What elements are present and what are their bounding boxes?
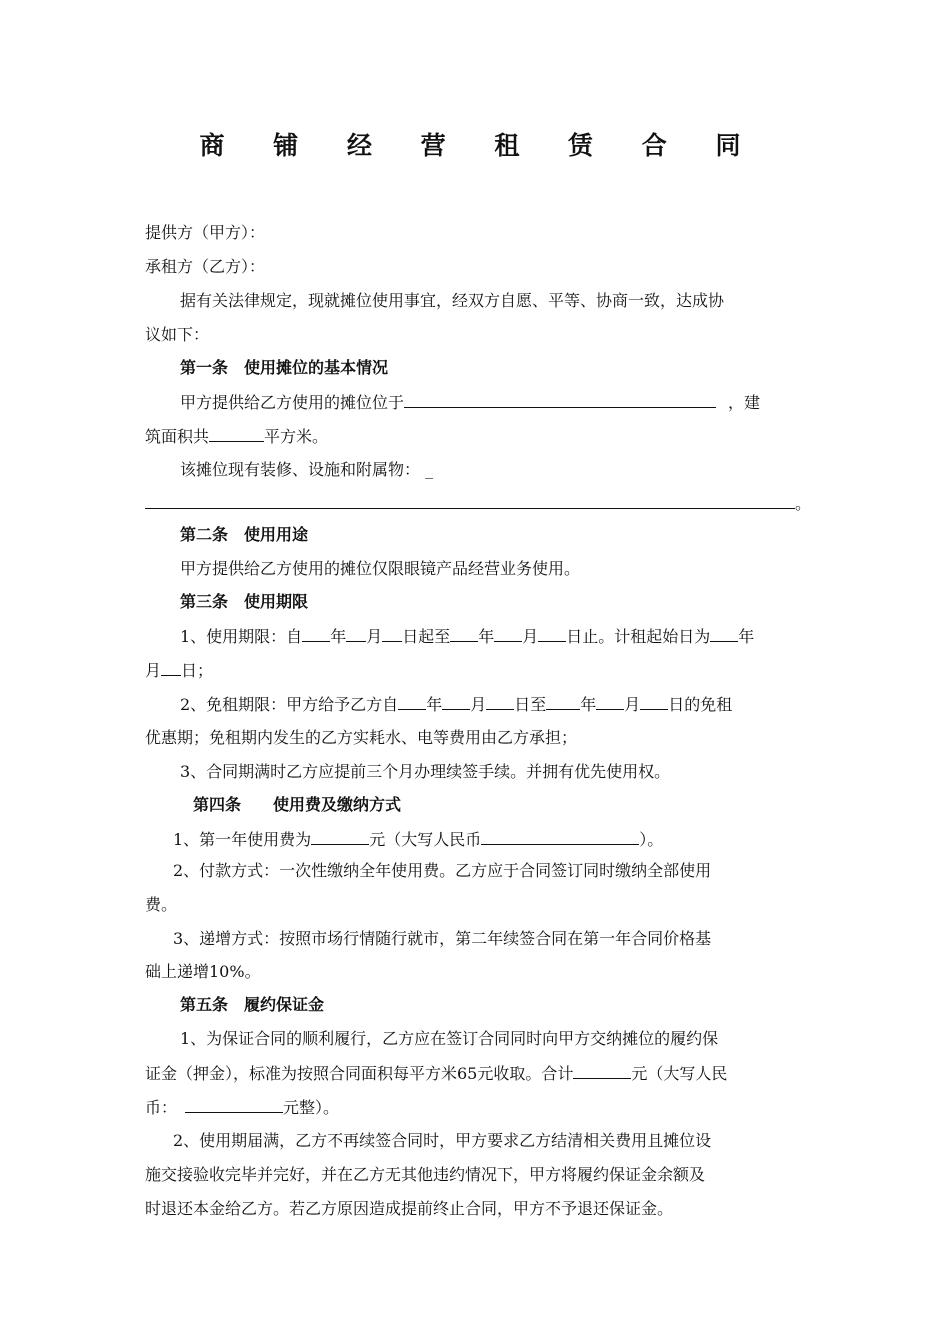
month-label: 月 <box>366 627 383 646</box>
article-1-line-2 <box>145 426 810 448</box>
article-1-facilities-mark: _ <box>425 460 434 479</box>
article-1-area-text: 筑面积共 <box>145 427 210 446</box>
month-label: 月 <box>522 627 539 646</box>
article-1-line-4 <box>145 492 810 514</box>
article-1-location-suffix: ，建 <box>728 393 761 412</box>
article-1-line-3 <box>145 460 810 482</box>
article-1-area-unit: 平方米。 <box>264 427 329 446</box>
deposit-uppercase-label: 元（大写人民 <box>631 1064 728 1083</box>
deposit-text: 证金（押金），标准为按照合同面积每平方米65元收取。合计 <box>145 1064 574 1083</box>
article-5-item-2-cont: 施交接验收完毕并完好，并在乙方无其他违约情况下，甲方将履约保证金余额及 <box>145 1165 706 1184</box>
rent-start-year-blank <box>710 626 738 642</box>
rent-start-day-blank <box>161 660 181 676</box>
article-4-heading: 第四条 使用费及缴纳方式 <box>193 795 402 814</box>
fee-uppercase-label: 元（大写人民币 <box>369 830 482 849</box>
article-3-item-1-cont <box>145 660 810 682</box>
article-4-item-3: 3、递增方式：按照市场行情随行就市，第二年续签合同在第一年合同价格基 <box>173 929 712 948</box>
deposit-uppercase-blank <box>185 1097 283 1113</box>
article-5-heading: 第五条 履约保证金 <box>180 995 325 1014</box>
free-end-month-blank <box>596 694 624 710</box>
article-5-item-1-cont <box>145 1063 810 1085</box>
term-text: 1、使用期限：自 <box>180 627 303 646</box>
article-1-heading: 第一条 使用摊位的基本情况 <box>180 358 389 377</box>
deposit-amount-blank <box>573 1063 631 1079</box>
currency-label: 币： <box>145 1098 178 1117</box>
year-label: 年 <box>580 695 597 714</box>
article-5-item-1: 1、为保证合同的顺利履行，乙方应在签订合同同时向甲方交纳摊位的履约保 <box>180 1029 719 1048</box>
article-1-location-text: 甲方提供给乙方使用的摊位位于 <box>180 393 405 412</box>
free-period-suffix: 日的免租 <box>668 695 733 714</box>
location-blank <box>404 392 716 408</box>
article-5-item-1-cont-2 <box>145 1097 810 1119</box>
article-3-item-3: 3、合同期满时乙方应提前三个月办理续签手续。并拥有优先使用权。 <box>180 762 671 781</box>
term-start-day-blank <box>382 626 402 642</box>
term-end-year-blank <box>450 626 478 642</box>
year-label: 年 <box>738 627 755 646</box>
party-a-line: 提供方（甲方）： <box>145 223 266 242</box>
article-3-heading: 第三条 使用期限 <box>180 592 309 611</box>
document-title: 商 铺 经 营 租 赁 合 同 <box>199 131 761 160</box>
article-2-heading: 第二条 使用用途 <box>180 525 309 544</box>
free-start-year-blank <box>398 694 426 710</box>
facilities-blank <box>145 492 795 509</box>
deposit-close: 元整）。 <box>283 1098 340 1117</box>
fee-amount-blank <box>311 829 369 845</box>
month-label: 月 <box>145 661 162 680</box>
article-4-item-2-cont: 费。 <box>145 895 178 914</box>
article-4-item-1 <box>145 829 810 851</box>
article-3-item-2-cont: 优惠期；免租期内发生的乙方实耗水、电等费用由乙方承担； <box>145 728 578 747</box>
article-3-item-2 <box>145 694 810 716</box>
month-label: 月 <box>624 695 641 714</box>
article-4-item-3-cont: 础上递增10%。 <box>145 962 261 981</box>
intro-line-1: 据有关法律规定，现就摊位使用事宜，经双方自愿、平等、协商一致，达成协 <box>180 291 725 310</box>
year-label: 年 <box>330 627 347 646</box>
month-label: 月 <box>470 695 487 714</box>
free-start-day-blank <box>486 694 514 710</box>
article-5-item-2: 2、使用期届满，乙方不再续签合同时，甲方要求乙方结清相关费用且摊位设 <box>173 1131 712 1150</box>
article-3-item-1 <box>145 626 810 648</box>
free-period-text: 2、免租期限：甲方给予乙方自 <box>180 695 399 714</box>
article-5-item-2-cont-2: 时退还本金给乙方。若乙方原因造成提前终止合同，甲方不予退还保证金。 <box>145 1199 674 1218</box>
party-b-line: 承租方（乙方）： <box>145 257 266 276</box>
term-start-year-blank <box>302 626 330 642</box>
article-1-facilities-text: 该摊位现有装修、设施和附属物： <box>180 460 421 479</box>
term-end-month-blank <box>494 626 522 642</box>
year-label: 年 <box>478 627 495 646</box>
article-2-line-1: 甲方提供给乙方使用的摊位仅限眼镜产品经营业务使用。 <box>180 559 581 578</box>
start-label: 日起至 <box>402 627 451 646</box>
article-1-line-1 <box>145 392 810 414</box>
term-start-month-blank <box>346 626 366 642</box>
term-end-day-blank <box>538 626 566 642</box>
fee-close: ）。 <box>639 830 664 849</box>
area-blank <box>209 426 264 442</box>
free-end-day-blank <box>640 694 668 710</box>
article-4-item-2: 2、付款方式：一次性缴纳全年使用费。乙方应于合同签订同时缴纳全部使用 <box>173 861 712 880</box>
free-start-month-blank <box>442 694 470 710</box>
intro-line-2: 议如下： <box>145 325 210 344</box>
year-label: 年 <box>426 695 443 714</box>
fee-text: 1、第一年使用费为 <box>173 830 312 849</box>
fee-uppercase-blank <box>481 829 639 845</box>
rent-start-text: 日止。计租起始日为 <box>566 627 711 646</box>
day-label: 日； <box>181 661 214 680</box>
to-label: 日至 <box>514 695 547 714</box>
article-1-facilities-end: 。 <box>795 494 812 513</box>
free-end-year-blank <box>546 694 580 710</box>
